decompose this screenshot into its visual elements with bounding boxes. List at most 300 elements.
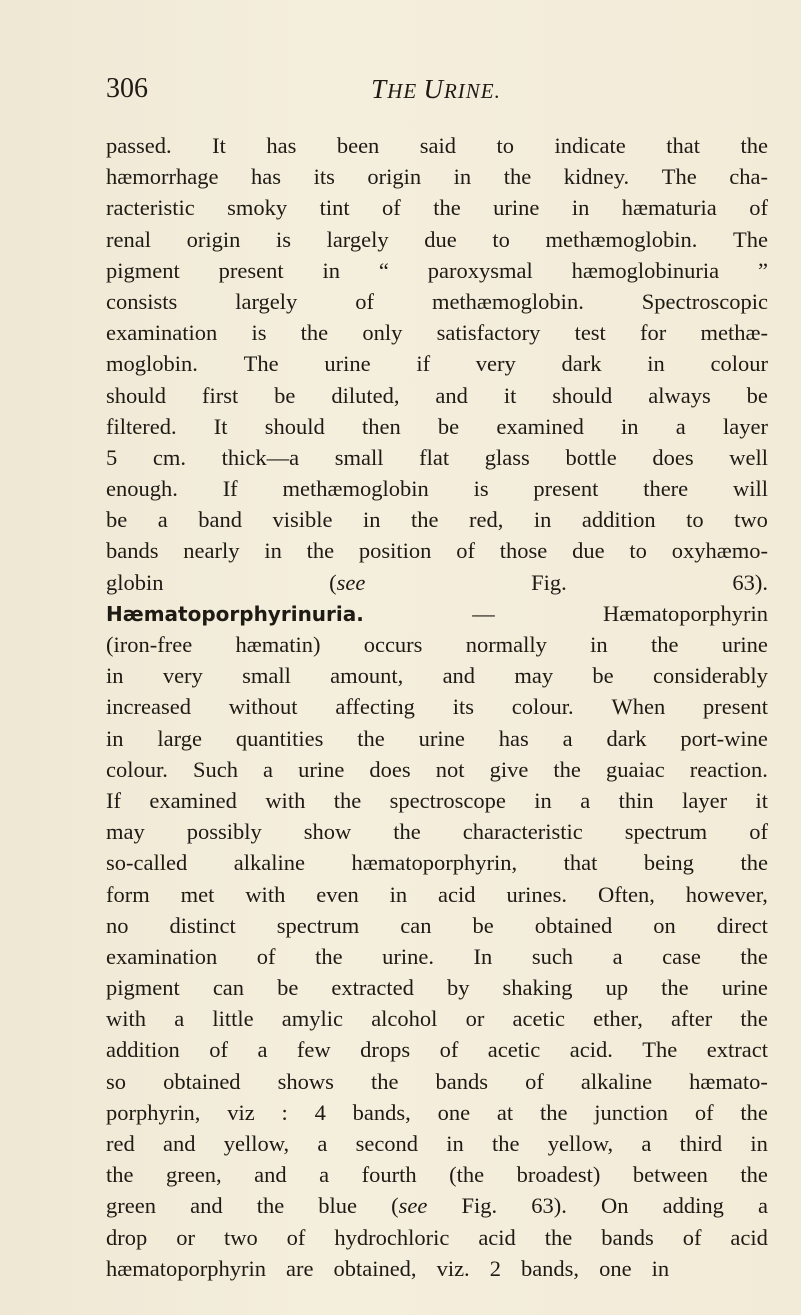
word xyxy=(472,598,495,629)
text-line xyxy=(106,1003,768,1034)
word xyxy=(747,380,768,411)
word xyxy=(251,317,266,348)
word xyxy=(535,910,612,941)
text-run: thick—a xyxy=(221,444,300,470)
word xyxy=(316,879,358,910)
text-run: Hæmatoporphyrin xyxy=(603,600,768,626)
text-run: show xyxy=(303,819,352,845)
text-line xyxy=(106,1097,768,1128)
word xyxy=(297,1034,331,1065)
text-run: the xyxy=(661,975,689,1001)
word xyxy=(531,567,567,598)
word xyxy=(317,1128,327,1159)
text-run: bands xyxy=(601,1224,654,1250)
word xyxy=(750,1128,768,1159)
word xyxy=(492,1128,520,1159)
text-run: its xyxy=(313,164,335,190)
text-run: shaking xyxy=(502,975,573,1001)
word xyxy=(224,1128,289,1159)
text-run: characteristic xyxy=(462,819,583,845)
text-run: does xyxy=(652,444,694,470)
text-line xyxy=(106,130,768,161)
text-run: in xyxy=(534,787,552,813)
text-run: test xyxy=(574,320,606,346)
text-run: It xyxy=(213,413,228,439)
text-run: passed. xyxy=(106,133,172,158)
text-run: porphyrin, xyxy=(106,1099,201,1125)
word xyxy=(662,941,701,972)
word xyxy=(106,1097,200,1128)
word xyxy=(690,754,768,785)
word xyxy=(629,535,647,566)
word xyxy=(391,1190,427,1221)
text-run: in xyxy=(533,507,552,533)
word xyxy=(212,1003,253,1034)
word xyxy=(379,255,389,286)
word xyxy=(273,504,333,535)
text-run: to xyxy=(686,507,704,533)
text-run: affecting xyxy=(335,694,415,720)
text-run: dark xyxy=(606,725,647,751)
word xyxy=(686,879,768,910)
word xyxy=(106,1253,276,1284)
word xyxy=(106,598,364,629)
word xyxy=(563,723,573,754)
text-run: bands, xyxy=(352,1099,411,1125)
text-run: the xyxy=(503,164,532,190)
text-line xyxy=(106,411,768,442)
text-run: Fig. xyxy=(531,569,567,595)
text-run: addition xyxy=(581,507,656,533)
word xyxy=(682,785,727,816)
word xyxy=(319,1159,329,1190)
text-run: the xyxy=(393,819,421,845)
word xyxy=(722,629,768,660)
word xyxy=(564,161,629,192)
text-run: The xyxy=(732,226,768,252)
text-run: acetic xyxy=(512,1006,565,1032)
text-run: has xyxy=(251,164,282,190)
text-run: Such xyxy=(192,756,238,782)
text-run: examination xyxy=(106,943,218,969)
word xyxy=(254,1159,287,1190)
word xyxy=(437,317,541,348)
word xyxy=(202,380,238,411)
word xyxy=(533,473,598,504)
text-run: urine xyxy=(418,725,465,751)
text-run: been xyxy=(336,133,380,158)
word xyxy=(331,380,399,411)
text-run: origin xyxy=(367,164,422,190)
italic-text: see xyxy=(336,569,366,595)
word xyxy=(362,317,402,348)
word xyxy=(106,847,187,878)
text-run: in xyxy=(446,1131,464,1156)
word xyxy=(170,910,236,941)
text-run: pigment xyxy=(106,257,180,283)
word xyxy=(466,1003,485,1034)
word xyxy=(534,504,552,535)
text-run: so-called xyxy=(106,850,188,876)
text-run: very xyxy=(162,663,203,689)
word xyxy=(301,317,329,348)
text-run: between xyxy=(632,1162,708,1188)
text-run: be xyxy=(106,507,128,533)
text-run: hæmoglobinuria xyxy=(571,257,720,283)
word xyxy=(106,192,195,223)
word xyxy=(362,411,401,442)
text-run: port-wine xyxy=(680,725,768,751)
text-run: obtained xyxy=(163,1068,241,1094)
word xyxy=(611,691,665,722)
body-text xyxy=(106,130,768,1284)
word xyxy=(163,660,203,691)
word xyxy=(193,754,238,785)
word xyxy=(298,754,344,785)
text-run: bands xyxy=(435,1068,489,1094)
word xyxy=(740,1003,768,1034)
word xyxy=(729,442,768,473)
text-run: spectrum xyxy=(276,912,360,938)
text-run: it xyxy=(503,382,517,408)
word xyxy=(676,411,686,442)
word xyxy=(562,348,602,379)
word xyxy=(497,130,515,161)
word xyxy=(106,317,217,348)
word xyxy=(513,1003,565,1034)
text-run: up xyxy=(605,975,629,1001)
word xyxy=(642,1034,677,1065)
word xyxy=(548,1128,613,1159)
text-run: globin xyxy=(106,569,164,595)
text-run: should xyxy=(264,413,325,439)
word xyxy=(653,660,768,691)
section-heading: Hæmatoporphyrinuria. xyxy=(106,601,364,626)
word xyxy=(198,504,242,535)
word xyxy=(363,504,381,535)
word xyxy=(106,723,124,754)
word xyxy=(723,411,768,442)
text-run: cm. xyxy=(152,444,187,470)
word xyxy=(278,1066,334,1097)
text-run: in xyxy=(651,1255,670,1281)
text-run: urine. xyxy=(382,943,434,969)
word xyxy=(438,411,459,442)
text-run: be xyxy=(274,382,296,408)
word xyxy=(582,504,656,535)
word xyxy=(606,754,665,785)
word xyxy=(277,910,359,941)
text-run: to xyxy=(496,133,515,158)
word xyxy=(257,1190,285,1221)
text-run: green xyxy=(106,1193,156,1219)
word xyxy=(106,380,166,411)
text-run: hæmatin) xyxy=(235,632,321,657)
word xyxy=(359,535,432,566)
text-run: with xyxy=(106,1006,147,1032)
word xyxy=(106,1128,135,1159)
text-run: be xyxy=(437,413,460,439)
word xyxy=(717,910,768,941)
word xyxy=(640,317,666,348)
word xyxy=(593,1003,643,1034)
text-run: alkaline xyxy=(233,850,305,876)
word xyxy=(575,317,606,348)
text-run: a xyxy=(257,1037,268,1063)
text-run: acid. xyxy=(569,1037,613,1063)
word xyxy=(234,847,305,878)
text-run: few xyxy=(296,1037,331,1063)
text-run: band xyxy=(198,507,242,533)
text-run: then xyxy=(361,413,401,439)
word xyxy=(453,691,474,722)
text-line xyxy=(106,816,768,847)
text-run: acetic xyxy=(487,1037,541,1063)
text-run: considerably xyxy=(652,663,768,689)
word xyxy=(652,442,693,473)
word xyxy=(555,130,626,161)
word xyxy=(352,847,518,878)
word xyxy=(758,1190,768,1221)
text-run: so xyxy=(106,1068,127,1094)
text-run: tint xyxy=(319,195,350,221)
word xyxy=(590,629,608,660)
word xyxy=(572,535,605,566)
word xyxy=(242,660,291,691)
word xyxy=(227,192,287,223)
text-run: for xyxy=(640,320,667,346)
text-run: On xyxy=(600,1193,629,1219)
text-line xyxy=(106,567,768,598)
word xyxy=(371,1066,399,1097)
text-line xyxy=(106,629,768,660)
text-run: in xyxy=(590,632,608,657)
word xyxy=(324,348,370,379)
word xyxy=(334,785,362,816)
text-line xyxy=(106,161,768,192)
word xyxy=(286,1253,323,1284)
text-run: of xyxy=(456,538,475,564)
word xyxy=(307,535,335,566)
word xyxy=(106,286,177,317)
text-run: examined xyxy=(496,413,584,439)
text-line xyxy=(106,660,768,691)
text-line xyxy=(106,255,768,286)
word xyxy=(106,629,192,660)
text-run: or xyxy=(465,1006,485,1032)
text-run: flat xyxy=(419,444,450,470)
text-run: be xyxy=(472,912,494,938)
word xyxy=(106,816,145,847)
word xyxy=(276,224,291,255)
text-run: in xyxy=(621,413,639,439)
text-line xyxy=(106,224,768,255)
text-run: small xyxy=(334,444,384,470)
word xyxy=(525,1066,544,1097)
word xyxy=(213,972,244,1003)
word xyxy=(257,941,276,972)
word xyxy=(740,847,768,878)
word xyxy=(503,972,573,1003)
word xyxy=(545,224,697,255)
word xyxy=(446,1128,464,1159)
word xyxy=(572,192,590,223)
text-run: that xyxy=(563,850,598,876)
word xyxy=(436,754,465,785)
text-run: no xyxy=(106,912,129,938)
text-run: quantities xyxy=(235,725,324,751)
text-run: ( xyxy=(329,569,337,595)
word xyxy=(531,1190,567,1221)
word xyxy=(251,161,281,192)
text-line xyxy=(106,941,768,972)
word xyxy=(277,972,298,1003)
text-run: acid xyxy=(730,1224,768,1250)
word xyxy=(695,1097,714,1128)
text-run: there xyxy=(643,476,689,502)
text-run: in xyxy=(750,1131,768,1156)
text-line xyxy=(106,1253,768,1284)
word xyxy=(601,1222,654,1253)
word xyxy=(337,130,379,161)
text-run: hæmaturia xyxy=(621,195,717,221)
text-run: addition xyxy=(106,1037,180,1063)
text-run: ” xyxy=(757,257,768,283)
text-run: yellow, xyxy=(223,1131,290,1156)
text-run: the xyxy=(740,1162,768,1188)
text-run: racteristic xyxy=(106,195,195,221)
text-run: of xyxy=(749,819,768,845)
text-run: hydrochloric xyxy=(334,1224,450,1250)
word xyxy=(106,941,217,972)
text-run: hæmato- xyxy=(689,1068,768,1094)
word xyxy=(149,785,236,816)
word xyxy=(106,1034,180,1065)
word xyxy=(707,1034,768,1065)
text-run: layer xyxy=(722,413,768,439)
text-run: the xyxy=(411,507,439,533)
word xyxy=(469,504,503,535)
word xyxy=(440,1034,459,1065)
text-run: should xyxy=(106,382,167,408)
word xyxy=(263,754,273,785)
text-run: fourth xyxy=(361,1162,417,1188)
word xyxy=(187,224,241,255)
word xyxy=(274,380,295,411)
word xyxy=(314,161,335,192)
text-run: its xyxy=(452,694,474,720)
text-run: alkaline xyxy=(580,1068,653,1094)
text-run: even xyxy=(316,881,359,907)
text-line xyxy=(106,723,768,754)
text-run: be xyxy=(746,382,768,408)
text-line xyxy=(106,504,768,535)
word xyxy=(190,1190,223,1221)
text-run: colour. xyxy=(511,694,574,720)
text-run: or xyxy=(176,1224,195,1250)
word xyxy=(490,1253,511,1284)
word xyxy=(594,1097,668,1128)
word xyxy=(106,691,191,722)
word xyxy=(653,910,676,941)
word xyxy=(432,286,584,317)
word xyxy=(689,1066,768,1097)
word xyxy=(245,879,285,910)
text-run: the xyxy=(740,943,768,969)
word xyxy=(390,879,408,910)
text-run: methæ- xyxy=(700,320,768,346)
text-run: smoky xyxy=(227,195,288,221)
word xyxy=(106,1190,156,1221)
word xyxy=(369,754,410,785)
word xyxy=(106,473,178,504)
word xyxy=(740,130,768,161)
word xyxy=(570,1034,613,1065)
word xyxy=(476,348,516,379)
word xyxy=(730,1222,767,1253)
text-run: a xyxy=(757,1193,768,1219)
text-run: of xyxy=(749,195,768,221)
text-run: in xyxy=(571,195,590,221)
text-run: The xyxy=(661,164,697,190)
text-run: the xyxy=(357,725,385,751)
text-run: does xyxy=(369,756,411,782)
word xyxy=(758,255,768,286)
word xyxy=(420,130,456,161)
word xyxy=(643,473,688,504)
word xyxy=(106,879,150,910)
running-title-rest-1: HE xyxy=(387,79,424,103)
text-run: large xyxy=(157,725,202,751)
word xyxy=(478,1222,515,1253)
text-run: of xyxy=(682,1224,702,1250)
text-run: layer xyxy=(682,787,728,813)
text-run: possibly xyxy=(186,819,262,845)
word xyxy=(433,192,461,223)
text-line xyxy=(106,380,768,411)
text-run: satisfactory xyxy=(436,320,541,346)
text-run: second xyxy=(355,1131,419,1156)
word xyxy=(157,723,202,754)
word xyxy=(400,910,431,941)
word xyxy=(166,1159,222,1190)
text-run: indicate xyxy=(554,133,626,158)
word xyxy=(601,1190,629,1221)
running-title-rest-2: RINE. xyxy=(443,79,501,103)
text-run: paroxysmal xyxy=(427,257,533,283)
word xyxy=(648,380,710,411)
text-run: colour. xyxy=(106,756,168,782)
word xyxy=(435,380,468,411)
text-run: thin xyxy=(618,787,654,813)
word xyxy=(662,161,697,192)
word xyxy=(214,411,228,442)
word xyxy=(106,754,168,785)
word xyxy=(106,224,151,255)
word xyxy=(106,348,198,379)
text-run: ether, xyxy=(593,1006,643,1032)
word xyxy=(701,317,769,348)
text-line xyxy=(106,972,768,1003)
word xyxy=(438,1097,471,1128)
word xyxy=(333,1253,426,1284)
text-run: yellow, xyxy=(547,1131,614,1156)
word xyxy=(663,1190,724,1221)
text-run: (the xyxy=(449,1162,485,1188)
word xyxy=(749,192,768,223)
text-line xyxy=(106,910,768,941)
text-run: and xyxy=(254,1162,287,1188)
